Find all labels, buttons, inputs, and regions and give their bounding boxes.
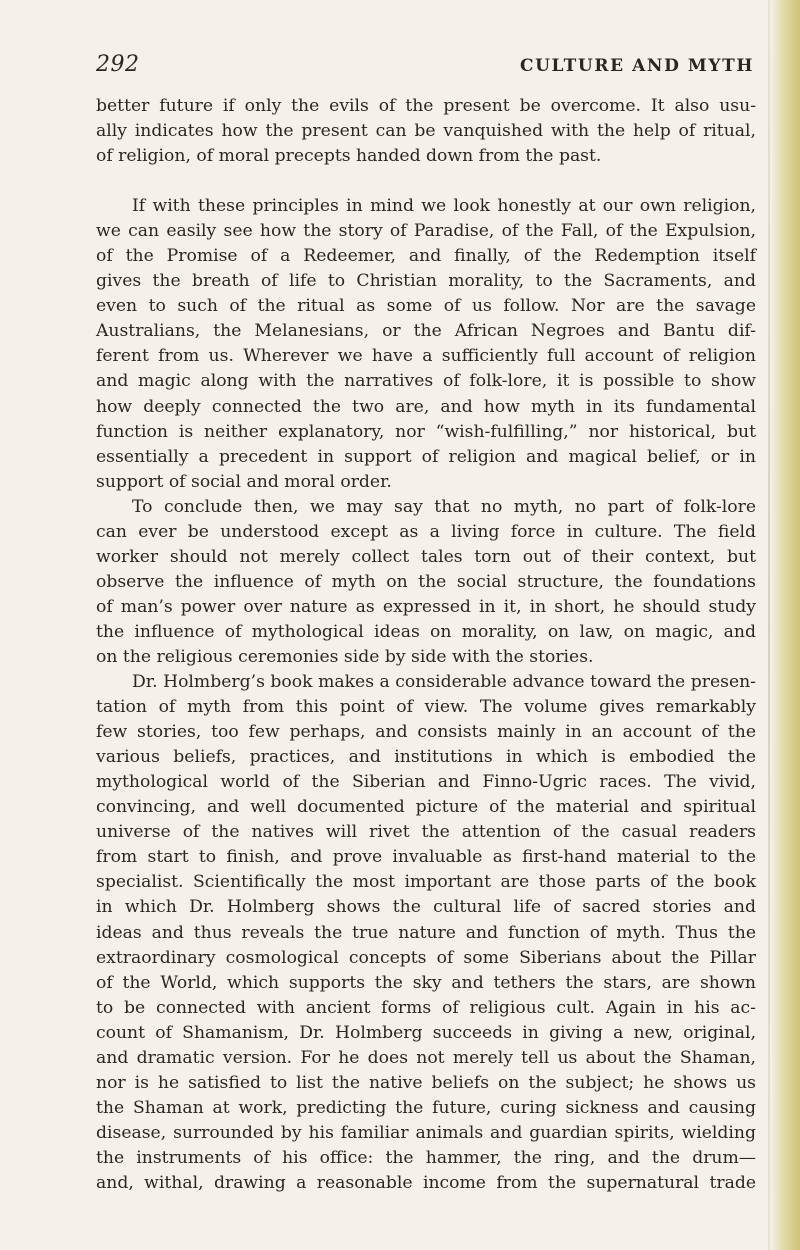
text-line: nor is he satisfied to list the native beliefs on the subject; he shows us [96, 1072, 756, 1093]
text-line: of the World, which supports the sky and tethers the stars, are shown [96, 972, 756, 993]
paragraph [96, 495, 756, 670]
text-line: the influence of mythological ideas on morality, on law, on magic, and [96, 621, 756, 642]
text-line: ferent from us. Wherever we have a sufficiently full account of religion [96, 346, 756, 367]
text-line: and, withal, drawing a reasonable income from the supernatural trade [96, 1172, 756, 1193]
text-line: and magic along with the narratives of folk-lore, it is possible to show [96, 371, 756, 392]
text-line: tation of myth from this point of view. The volume gives remarkably [96, 697, 756, 718]
text-line: on the religious ceremonies side by side with the stories. [96, 646, 594, 667]
text-line: few stories, too few perhaps, and consists mainly in an account of the [96, 722, 756, 743]
text-line: To conclude then, we may say that no myth, no part of folk-lore [132, 496, 756, 517]
text-line: count of Shamanism, Dr. Holmberg succeeds in giving a new, original, [96, 1022, 756, 1043]
text-line: from start to finish, and prove invaluable as first-hand material to the [96, 847, 756, 868]
text-line: we can easily see how the story of Paradise, of the Fall, of the Expulsion, [96, 221, 756, 242]
text-line: Australians, the Melanesians, or the African Negroes and Bantu dif- [96, 321, 756, 342]
text-line: the instruments of his office: the hammer, the ring, and the drum— [96, 1147, 756, 1168]
body-text [96, 94, 756, 1196]
text-line: the Shaman at work, predicting the future, curing sickness and causing [96, 1097, 756, 1118]
text-line: in which Dr. Holmberg shows the cultural life of sacred stories and [96, 897, 756, 918]
text-line: If with these principles in mind we look honestly at our own religion, [132, 196, 756, 217]
paragraph [96, 670, 756, 1196]
text-line: observe the influence of myth on the social structure, the foundations [96, 571, 756, 592]
text-line: various beliefs, practices, and institutions in which is embodied the [96, 747, 756, 768]
text-line: can ever be understood except as a living force in culture. The field [96, 521, 756, 542]
text-line: essentially a precedent in support of religion and magical belief, or in [96, 446, 756, 467]
running-title: CULTURE AND MYTH [519, 56, 754, 76]
text-line: extraordinary cosmological concepts of some Siberians about the Pillar [96, 947, 756, 968]
page-number: 292 [96, 52, 140, 77]
text-line: specialist. Scientifically the most important are those parts of the book [96, 872, 756, 893]
text-line: of religion, of moral precepts handed down from the past. [96, 146, 602, 167]
text-line: to be connected with ancient forms of religious cult. Again in his ac- [96, 997, 756, 1018]
text-line: even to such of the ritual as some of us follow. Nor are the savage [96, 296, 756, 317]
text-line: how deeply connected the two are, and how myth in its fundamental [96, 396, 756, 417]
text-line: Dr. Holmberg’s book makes a considerable advance toward the presen- [132, 672, 756, 693]
text-line: mythological world of the Siberian and Finno-Ugric races. The vivid, [96, 772, 756, 793]
text-line: of man’s power over nature as expressed in it, in short, he should study [96, 596, 756, 617]
text-line: ally indicates how the present can be vanquished with the help of ritual, [96, 121, 756, 142]
text-line: gives the breath of life to Christian morality, to the Sacraments, and [96, 271, 756, 292]
paragraph-gap [96, 169, 756, 194]
text-line: and dramatic version. For he does not merely tell us about the Shaman, [96, 1047, 756, 1068]
text-line: ideas and thus reveals the true nature and function of myth. Thus the [96, 922, 756, 943]
paragraph [96, 94, 756, 169]
text-line: support of social and moral order. [96, 471, 392, 492]
text-line: convincing, and well documented picture of the material and spiritual [96, 797, 756, 818]
text-line: universe of the natives will rivet the attention of the casual readers [96, 822, 756, 843]
text-line: function is neither explanatory, nor “wish-fulfilling,” nor historical, but [96, 421, 756, 442]
page-header [96, 52, 754, 77]
paragraph [96, 194, 756, 495]
text-line: worker should not merely collect tales torn out of their context, but [96, 546, 756, 567]
text-line: better future if only the evils of the present be overcome. It also usu- [96, 96, 756, 116]
page-edge [770, 0, 800, 1250]
text-line: of the Promise of a Redeemer, and finally, of the Redemption itself [96, 246, 756, 267]
text-line: disease, surrounded by his familiar animals and guardian spirits, wielding [96, 1122, 756, 1143]
